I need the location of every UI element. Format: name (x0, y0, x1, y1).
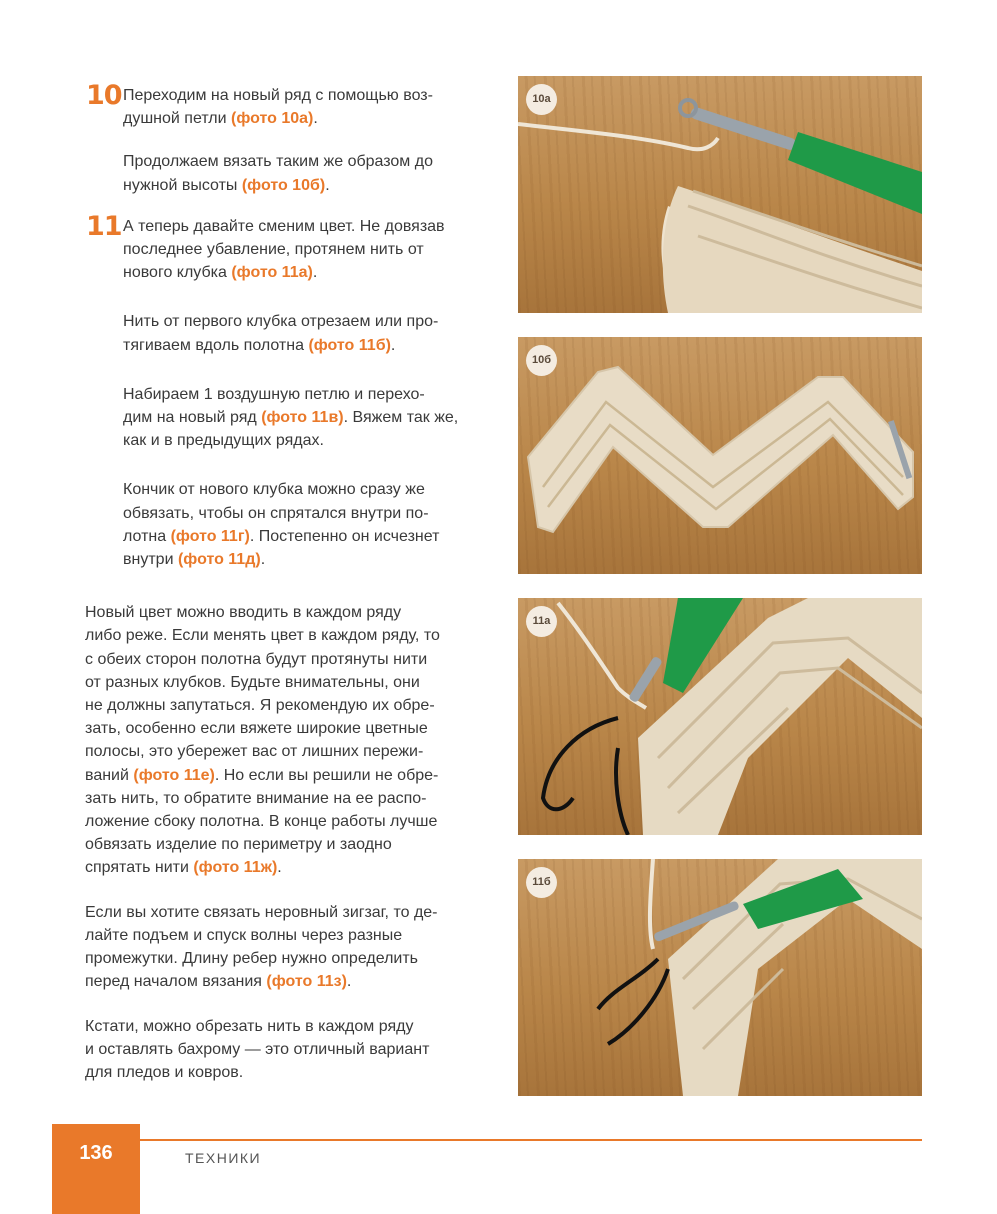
photo-10b-illustration (518, 337, 922, 574)
photo-ref: (фото 11г) (170, 527, 250, 545)
page-number-box (52, 1124, 140, 1214)
step-paragraph: Нить от первого клубка отрезаем или про- тягиваем вдоль полотна (фото 11б). (123, 313, 439, 354)
step-paragraph: А теперь давайте сменим цвет. Не довязав последнее убавление, протянем нить от нового клубка (фото 11а). (123, 217, 445, 282)
step-paragraph: Продолжаем вязать таким же образом до нужной высоты (фото 10б). (123, 153, 433, 194)
photo-10a-illustration (518, 76, 922, 313)
body-paragraph: Кстати, можно обрезать нить в каждом ряду и оставлять бахрому — это отличный вариант для пледов и ковров. (85, 1017, 430, 1081)
photo-ref: (фото 11д) (177, 551, 261, 569)
step-11 (86, 210, 496, 571)
step-paragraph: Набираем 1 воздушную петлю и перехо- дим на новый ряд (фото 11в). Вяжем так же, как и в предыдущих рядах. (123, 385, 459, 450)
photo-label-badge: 10а (526, 84, 557, 115)
photo-10b (518, 337, 922, 574)
photo-ref: (фото 10б) (241, 176, 326, 194)
photo-ref: (фото 11ж) (193, 859, 278, 877)
body-paragraph: Если вы хотите связать неровный зигзаг, то де- лайте подъем и спуск волны через разные промежутки. Длину ребер нужно определить перед началом вязания (фото 11з). (85, 903, 438, 991)
photo-label-badge: 11б (526, 867, 557, 898)
photo-11b-illustration (518, 859, 922, 1096)
photo-ref: (фото 11е) (133, 766, 215, 784)
photo-ref: (фото 11а) (231, 264, 313, 282)
photo-11a-illustration (518, 598, 922, 835)
step-number: 10 (86, 80, 122, 111)
photo-label-badge: 10б (526, 345, 557, 376)
section-title: ТЕХНИКИ (185, 1150, 262, 1166)
body-paragraph: Новый цвет можно вводить в каждом ряду либо реже. Если менять цвет в каждом ряду, то с обеих сторон полотна будут протянуты нити от разных клубков. Будьте внимательны, они не должны запутаться. Я рекомендую их обре- зать, особенно если вяжете широкие цветные полосы, это убережет вас от лишних пережи- ваний (фото 11е). Но если вы решили не обре- зать нить, то обратите внимание на ее распо- ложение сбоку полотна. В конце работы лучше обвязать изделие по периметру и заодно спрятать нити (фото 11ж). (85, 604, 440, 877)
photo-11b (518, 859, 922, 1096)
step-paragraph: Переходим на новый ряд с помощью воз- душной петли (фото 10а). (123, 87, 433, 128)
photo-ref: (фото 11в) (261, 409, 344, 427)
step-paragraph: Кончик от нового клубка можно сразу же обвязать, чтобы он спрятался внутри по- лотна (фото 11г). Постепенно он исчезнет внутри (фото 11д). (123, 481, 440, 569)
footer-divider (52, 1139, 922, 1141)
photo-11a (518, 598, 922, 835)
page-number: 136 (79, 1142, 113, 1164)
photo-ref: (фото 11б) (308, 336, 391, 354)
step-number: 11 (86, 210, 122, 242)
photo-ref: (фото 10а) (231, 110, 314, 128)
photo-10a (518, 76, 922, 313)
photo-ref: (фото 11з) (266, 973, 347, 991)
text-column (85, 80, 496, 1105)
photo-label-badge: 11а (526, 606, 557, 637)
step-10 (86, 80, 496, 197)
